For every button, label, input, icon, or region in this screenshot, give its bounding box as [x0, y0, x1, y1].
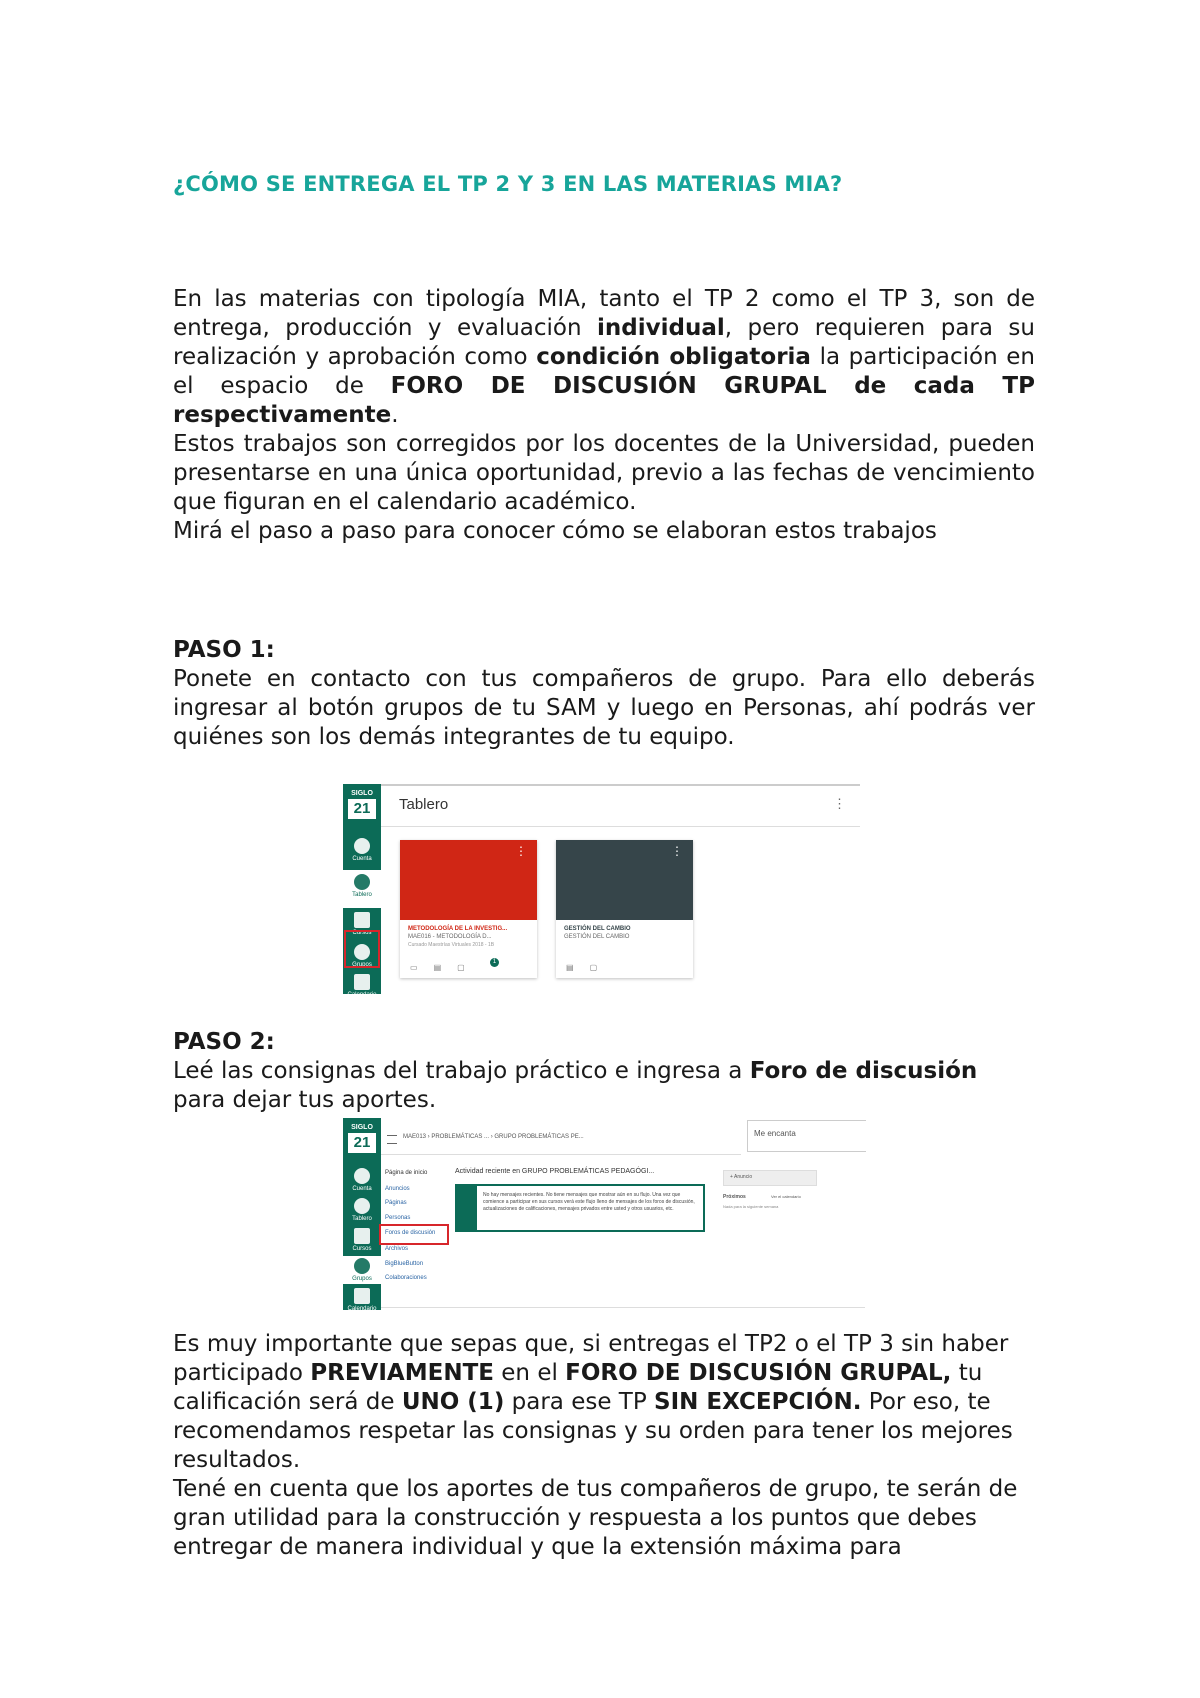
grupos-highlight	[344, 930, 380, 968]
top-border	[381, 784, 860, 786]
book-icon	[354, 912, 370, 928]
card-icons	[566, 963, 613, 972]
nav-calendario[interactable]	[343, 1288, 381, 1312]
card-code: GESTIÓN DEL CAMBIO	[564, 934, 630, 940]
warning-bold: FORO DE DISCUSIÓN GRUPAL,	[565, 1360, 952, 1386]
logo-number: 21	[348, 1133, 376, 1153]
warning-paragraph	[173, 1330, 1035, 1475]
menu-collaborations[interactable]: Colaboraciones	[385, 1275, 427, 1281]
siglo21-logo	[348, 1124, 376, 1164]
card-icons	[410, 963, 481, 972]
menu-people[interactable]: Personas	[385, 1215, 411, 1221]
warning-text: Por eso, te recomendamos respetar las consignas y su orden para tener los mejores resultados.	[173, 1389, 1013, 1473]
course-card[interactable]	[556, 840, 693, 978]
card-hero	[400, 840, 537, 920]
warning-section	[173, 1330, 1035, 1562]
intro-text: En las materias con tipología MIA, tanto el TP 2 como el TP 3, son de entrega, producción y evaluación	[173, 286, 1035, 341]
dashboard-icon	[354, 874, 370, 890]
nav-label: Grupos	[352, 962, 372, 968]
nav-label: Cuenta	[352, 856, 372, 862]
intro-text: la participación en el espacio de	[173, 344, 1035, 399]
button-label: + Anuncio	[730, 1174, 753, 1180]
nav-label: Calendario	[347, 1306, 377, 1312]
group-screenshot	[343, 1118, 865, 1310]
paso1-text: Ponete en contacto con tus compañeros de grupo. Para ello deberás ingresar al botón grupos de tu SAM y luego en Personas, ahí podrás ver quiénes son los demás integrantes de tu equipo.	[173, 666, 1035, 750]
upcoming-heading: Próximos	[723, 1194, 746, 1200]
breadcrumb[interactable]: MAE013 › PROBLEMÁTICAS ... › GRUPO PROBLEMÁTICAS PE...	[403, 1134, 584, 1140]
divider	[381, 826, 860, 827]
card-code: MAE016 - METODOLOGÍA D...	[408, 934, 492, 940]
nav-label: Tablero	[352, 1216, 372, 1222]
intro-paragraph	[173, 285, 1035, 430]
logo-top-text: SIGLO	[351, 1124, 373, 1131]
info-icon	[457, 1186, 477, 1230]
warning-paragraph-2: Tené en cuenta que los aportes de tus compañeros de grupo, te serán de gran utilidad para la construcción y respuesta a los puntos que debes entregar de manera individual y que la extensión máxima para	[173, 1476, 1018, 1560]
nav-tablero[interactable]	[343, 1198, 381, 1222]
warning-text: para ese TP	[504, 1389, 655, 1415]
menu-files[interactable]: Archivos	[385, 1246, 409, 1252]
intro-bold-condition: condición obligatoria	[536, 344, 811, 370]
page-title: ¿CÓMO SE ENTREGA EL TP 2 Y 3 EN LAS MATERIAS MIA?	[173, 172, 843, 196]
card-title: METODOLOGÍA DE LA INVESTIG...	[408, 926, 508, 932]
paso1-heading: PASO 1:	[173, 637, 275, 663]
paso2-section	[173, 1028, 1035, 1115]
discussions-icon[interactable]: ▢	[589, 963, 614, 972]
paso2-text-part: para dejar tus aportes.	[173, 1087, 437, 1113]
new-announcement-button[interactable]	[723, 1170, 817, 1186]
nav-tablero[interactable]	[343, 870, 381, 908]
foros-highlight	[379, 1224, 449, 1245]
notification-badge: 1	[490, 958, 499, 967]
assignments-icon[interactable]: ▤	[433, 963, 458, 972]
nav-label: Tablero	[352, 892, 372, 898]
card-meta: Cursado Maestrías Virtuales 2018 - 1B	[408, 942, 495, 948]
dashboard-title: Tablero	[399, 796, 449, 813]
warning-bold: SIN EXCEPCIÓN.	[654, 1389, 862, 1415]
dashboard-icon	[354, 1198, 370, 1214]
menu-announcements[interactable]: Anuncios	[385, 1186, 410, 1192]
intro-text: .	[391, 402, 399, 428]
card-hero	[556, 840, 693, 920]
menu-bigbluebutton[interactable]: BigBlueButton	[385, 1261, 424, 1267]
menu-discussions[interactable]: Foros de discusión	[385, 1230, 436, 1236]
hamburger-icon[interactable]	[387, 1135, 397, 1144]
activity-title: Actividad reciente en GRUPO PROBLEMÁTICAS PEDAGÓGI...	[455, 1168, 655, 1175]
nav-grupos[interactable]	[343, 1256, 381, 1284]
announcements-icon[interactable]: ▭	[410, 963, 434, 972]
calendar-link[interactable]: Ver el calendario	[771, 1194, 801, 1199]
logo-top-text: SIGLO	[351, 790, 373, 797]
card-menu-icon[interactable]: ⋮	[671, 844, 683, 858]
group-icon	[354, 1258, 370, 1274]
nav-label: Grupos	[352, 1276, 372, 1282]
card-menu-icon[interactable]: ⋮	[515, 844, 527, 858]
logo-number: 21	[348, 799, 376, 819]
warning-text: en el	[493, 1360, 566, 1386]
paso2-bold-forum: Foro de discusión	[749, 1058, 978, 1084]
nav-calendario[interactable]	[343, 974, 381, 998]
discussions-icon[interactable]: ▢	[457, 963, 481, 972]
paso2-text	[173, 1057, 1035, 1115]
user-icon	[354, 1168, 370, 1184]
warning-bold: UNO (1)	[401, 1389, 505, 1415]
card-title: GESTIÓN DEL CAMBIO	[564, 926, 631, 932]
intro-paragraph-2: Estos trabajos son corregidos por los docentes de la Universidad, pueden presentarse en una única oportunidad, previo a las fechas de vencimiento que figuran en el calendario académico.	[173, 431, 1035, 515]
bottom-border	[381, 1307, 865, 1308]
dashboard-screenshot	[343, 784, 860, 998]
nav-label: Cursos	[352, 930, 372, 936]
calendar-icon	[354, 974, 370, 990]
intro-section	[173, 285, 1035, 546]
nav-label: Cursos	[352, 1246, 372, 1252]
intro-bold-individual: individual	[597, 315, 725, 341]
activity-text: No hay mensajes recientes. No tiene mensajes que mostrar aún en su flujo. Una vez que comience a participar en sus cursos verá este flujo lleno de mensajes de los foros de discusión, actualizaciones de calificaciones, mensajes privados entre usted y otros usuarios, etc.	[483, 1192, 695, 1212]
warning-text: Es muy importante que sepas que, si entregas el TP2 o el TP 3 sin haber participado	[173, 1331, 1009, 1386]
nav-label: Cuenta	[352, 1186, 372, 1192]
warning-text: tu calificación será de	[173, 1360, 983, 1415]
warning-bold: PREVIAMENTE	[310, 1360, 494, 1386]
divider	[381, 1154, 741, 1155]
menu-pages[interactable]: Páginas	[385, 1200, 407, 1206]
intro-paragraph-3: Mirá el paso a paso para conocer cómo se elaboran estos trabajos	[173, 518, 937, 544]
intro-bold-forum: FORO DE DISCUSIÓN GRUPAL de cada TP respectivamente	[173, 373, 1035, 428]
options-kebab-icon[interactable]: ⋮	[833, 796, 846, 811]
lms-sidebar	[343, 1118, 381, 1310]
paso1-section	[173, 636, 1035, 752]
paso2-text-part: Leé las consignas del trabajo práctico e ingresa a	[173, 1058, 750, 1084]
user-icon	[354, 838, 370, 854]
menu-home[interactable]: Página de inicio	[385, 1170, 428, 1176]
siglo21-logo	[348, 790, 376, 830]
nav-label: Calendario	[347, 992, 377, 998]
reaction-box[interactable]	[747, 1120, 866, 1152]
nav-cuenta[interactable]	[343, 838, 381, 862]
reaction-label: Me encanta	[754, 1129, 796, 1138]
paso2-heading: PASO 2:	[173, 1029, 275, 1055]
nav-cuenta[interactable]	[343, 1168, 381, 1192]
intro-text: , pero requieren para su realización y aprobación como	[173, 315, 1035, 370]
activity-panel	[455, 1184, 705, 1232]
assignments-icon[interactable]: ▤	[566, 963, 590, 972]
book-icon	[354, 1228, 370, 1244]
calendar-icon	[354, 1288, 370, 1304]
course-card[interactable]	[400, 840, 537, 978]
upcoming-empty: Nada para la siguiente semana	[723, 1204, 779, 1209]
nav-cursos[interactable]	[343, 1228, 381, 1252]
